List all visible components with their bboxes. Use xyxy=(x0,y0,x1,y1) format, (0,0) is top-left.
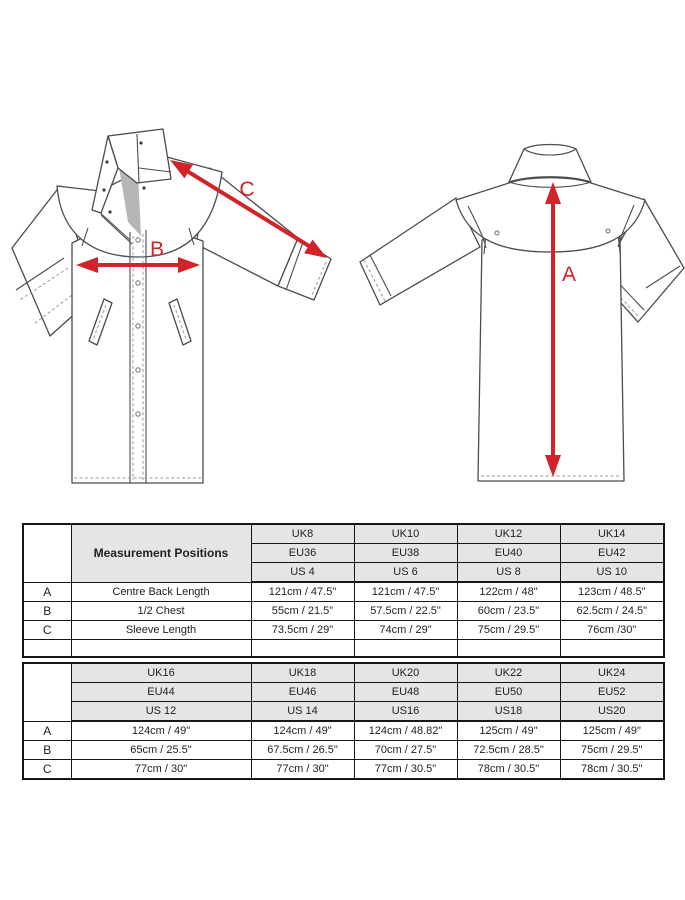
size-header-cell: UK22 xyxy=(457,663,560,683)
measurement-row-a xyxy=(23,582,664,602)
measurement-name: Centre Back Length xyxy=(71,582,251,602)
row-letter: B xyxy=(23,602,71,621)
coat-front-view xyxy=(12,129,331,483)
measurement-row-c xyxy=(23,760,664,780)
measurement-row-b xyxy=(23,602,664,621)
measurement-value: 55cm / 21.5" xyxy=(251,602,354,621)
empty-cell xyxy=(560,640,664,658)
size-header-cell: EU44 xyxy=(71,683,251,702)
measurement-value: 124cm / 49" xyxy=(251,721,354,741)
row-letter: B xyxy=(23,741,71,760)
measurement-value: 78cm / 30.5" xyxy=(457,760,560,780)
us-size-row xyxy=(23,702,664,722)
measurement-value: 78cm / 30.5" xyxy=(560,760,664,780)
corner-cell xyxy=(23,524,71,582)
empty-cell xyxy=(71,640,251,658)
label-c: C xyxy=(239,178,255,201)
measurement-value: 65cm / 25.5" xyxy=(71,741,251,760)
row-letter: C xyxy=(23,621,71,640)
measurement-value: 77cm / 30.5" xyxy=(354,760,457,780)
size-header-cell: EU52 xyxy=(560,683,664,702)
snap-button xyxy=(136,238,140,242)
measurement-value: 74cm / 29" xyxy=(354,621,457,640)
measurement-value: 77cm / 30" xyxy=(251,760,354,780)
snap-button xyxy=(136,412,140,416)
measurement-name: 1/2 Chest xyxy=(71,602,251,621)
size-header-cell: US 10 xyxy=(560,563,664,583)
row-letter: C xyxy=(23,760,71,780)
measurement-value: 77cm / 30" xyxy=(71,760,251,780)
empty-cell xyxy=(23,640,71,658)
measurement-value: 70cm / 27.5" xyxy=(354,741,457,760)
front-body xyxy=(72,236,203,483)
spacer-row xyxy=(23,640,664,658)
size-header-cell: EU50 xyxy=(457,683,560,702)
measurement-value: 72.5cm / 28.5" xyxy=(457,741,560,760)
size-header-cell: UK8 xyxy=(251,524,354,544)
measurement-name: Sleeve Length xyxy=(71,621,251,640)
measurement-row-c xyxy=(23,621,664,640)
measurement-value: 67.5cm / 26.5" xyxy=(251,741,354,760)
measurement-value: 121cm / 47.5" xyxy=(354,582,457,602)
eu-size-row xyxy=(23,683,664,702)
measurement-value: 76cm /30" xyxy=(560,621,664,640)
size-table-uk16-uk24 xyxy=(22,662,665,780)
size-header-cell: EU48 xyxy=(354,683,457,702)
cape-stud xyxy=(495,231,499,235)
measurement-value: 73.5cm / 29" xyxy=(251,621,354,640)
measurement-value: 121cm / 47.5" xyxy=(251,582,354,602)
uk-size-row xyxy=(23,524,664,544)
measurement-value: 125cm / 49" xyxy=(457,721,560,741)
size-chart xyxy=(22,523,663,780)
measurement-value: 124cm / 48.82" xyxy=(354,721,457,741)
size-header-cell: UK16 xyxy=(71,663,251,683)
row-letter: A xyxy=(23,582,71,602)
empty-cell xyxy=(354,640,457,658)
size-header-cell: EU42 xyxy=(560,544,664,563)
size-header-cell: UK12 xyxy=(457,524,560,544)
measurement-value: 57.5cm / 22.5" xyxy=(354,602,457,621)
front-collar xyxy=(108,129,171,183)
size-header-cell: UK24 xyxy=(560,663,664,683)
size-header-cell: US 12 xyxy=(71,702,251,722)
measurement-value: 124cm / 49" xyxy=(71,721,251,741)
measurement-value: 60cm / 23.5" xyxy=(457,602,560,621)
measurement-row-a xyxy=(23,721,664,741)
empty-cell xyxy=(457,640,560,658)
size-header-cell: EU38 xyxy=(354,544,457,563)
measurement-value: 75cm / 29.5" xyxy=(457,621,560,640)
size-header-cell: US 4 xyxy=(251,563,354,583)
measurement-positions-header: Measurement Positions xyxy=(71,524,251,582)
size-header-cell: US16 xyxy=(354,702,457,722)
uk-size-row xyxy=(23,663,664,683)
row-letter: A xyxy=(23,721,71,741)
size-header-cell: UK18 xyxy=(251,663,354,683)
snap-button xyxy=(136,368,140,372)
measurement-value: 123cm / 48.5" xyxy=(560,582,664,602)
cape-stud xyxy=(606,229,610,233)
corner-cell xyxy=(23,663,71,721)
snap-button xyxy=(136,281,140,285)
measurement-value: 125cm / 49" xyxy=(560,721,664,741)
measurement-value: 122cm / 48" xyxy=(457,582,560,602)
size-header-cell: UK14 xyxy=(560,524,664,544)
size-header-cell: US18 xyxy=(457,702,560,722)
label-a: A xyxy=(562,263,577,286)
size-header-cell: US20 xyxy=(560,702,664,722)
measurement-value: 75cm / 29.5" xyxy=(560,741,664,760)
measurement-value: 62.5cm / 24.5" xyxy=(560,602,664,621)
size-header-cell: US 6 xyxy=(354,563,457,583)
label-b: B xyxy=(149,238,165,261)
size-header-cell: UK20 xyxy=(354,663,457,683)
size-header-cell: US 8 xyxy=(457,563,560,583)
back-collar xyxy=(509,145,591,183)
size-header-cell: EU36 xyxy=(251,544,354,563)
empty-cell xyxy=(251,640,354,658)
size-header-cell: UK10 xyxy=(354,524,457,544)
measurement-row-b xyxy=(23,741,664,760)
size-header-cell: EU40 xyxy=(457,544,560,563)
snap-button xyxy=(136,324,140,328)
size-table-uk8-uk14 xyxy=(22,523,665,658)
size-header-cell: EU46 xyxy=(251,683,354,702)
coat-back-view xyxy=(360,145,684,482)
size-header-cell: US 14 xyxy=(251,702,354,722)
